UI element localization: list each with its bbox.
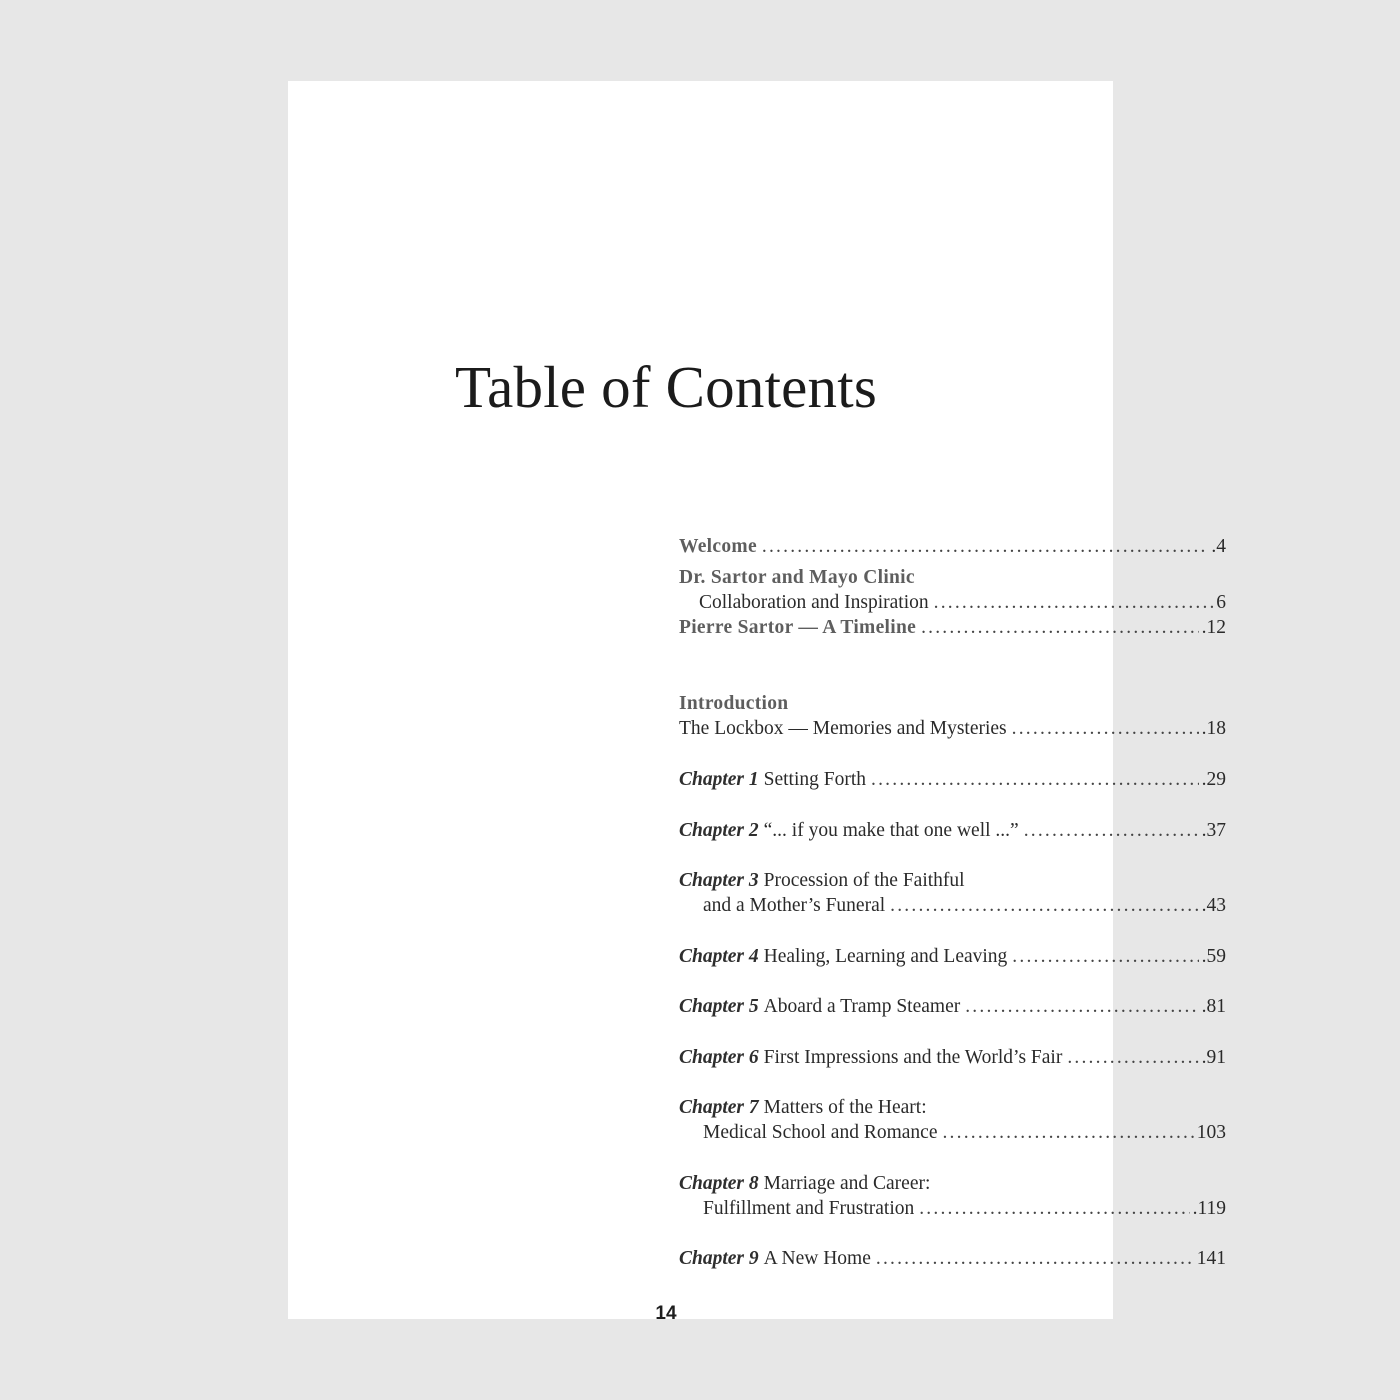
dot-leader (965, 996, 1198, 1018)
toc-entry-chapter-3 (679, 870, 1226, 896)
toc-entry-chapter-3-cont (703, 895, 1226, 921)
page-title: Table of Contents (454, 354, 878, 420)
toc-entry-page: .37 (1201, 820, 1226, 841)
toc-entry-chapter-8-cont (703, 1198, 1226, 1224)
toc-entry-page: .29 (1201, 769, 1226, 790)
dot-leader (1024, 820, 1199, 842)
chapter-title-continued: Medical School and Romance (703, 1122, 938, 1143)
section-heading: Introduction (679, 693, 789, 714)
dot-leader (876, 1248, 1194, 1270)
toc-entry-chapter-2 (679, 820, 1226, 846)
toc-entry-page: .12 (1201, 617, 1226, 638)
dot-leader (1012, 946, 1198, 968)
chapter-title: “... if you make that one well ...” (763, 820, 1019, 841)
chapter-number: Chapter 1 (679, 769, 759, 790)
chapter-title-continued: and a Mother’s Funeral (703, 895, 886, 916)
dot-leader (942, 1122, 1193, 1144)
dot-leader (1067, 1047, 1198, 1069)
chapter-title: Matters of the Heart: (763, 1097, 927, 1118)
toc-entry-page: 6 (1216, 592, 1226, 613)
toc-entry-chapter-8 (679, 1173, 1226, 1199)
chapter-title: Setting Forth (763, 769, 867, 790)
toc-entry-chapter-4 (679, 946, 1226, 972)
toc-entry-chapter-6 (679, 1047, 1226, 1073)
toc-entry-lockbox (679, 718, 1226, 744)
toc-entry-chapter-5 (679, 996, 1226, 1022)
toc-entry-chapter-9 (679, 1248, 1226, 1274)
chapter-number: Chapter 2 (679, 820, 759, 841)
chapter-number: Chapter 5 (679, 996, 759, 1017)
chapter-number: Chapter 7 (679, 1097, 759, 1118)
toc-heading-introduction (679, 693, 1226, 719)
toc-entry-page: .18 (1201, 718, 1226, 739)
chapter-title: A New Home (763, 1248, 871, 1269)
chapter-number: Chapter 9 (679, 1248, 759, 1269)
toc-entry-timeline (679, 617, 1226, 643)
toc-entry-chapter-1 (679, 769, 1226, 795)
chapter-number: Chapter 8 (679, 1173, 759, 1194)
toc-entry-page: .59 (1201, 946, 1226, 967)
chapter-title: Aboard a Tramp Steamer (763, 996, 961, 1017)
dot-leader (921, 617, 1199, 639)
toc-entry-chapter-7-cont (703, 1122, 1226, 1148)
toc-entry-label: Dr. Sartor and Mayo Clinic (679, 567, 915, 588)
toc-entry-page: 141 (1196, 1248, 1226, 1269)
chapter-title: Procession of the Faithful (763, 870, 965, 891)
toc-entry-label: Collaboration and Inspiration (699, 592, 929, 613)
dot-leader (1012, 718, 1199, 740)
dot-leader (890, 895, 1198, 917)
toc-entry-label: Welcome (679, 536, 757, 557)
toc-entry-page: .119 (1192, 1198, 1226, 1219)
toc-entry-label: Pierre Sartor — A Timeline (679, 617, 917, 638)
toc-entry-page: .91 (1201, 1047, 1226, 1068)
page-number: 14 (655, 1303, 677, 1324)
toc-entry-welcome (679, 536, 1226, 562)
book-page (288, 81, 1226, 1324)
chapter-title: First Impressions and the World’s Fair (763, 1047, 1063, 1068)
toc-entry-page: .43 (1201, 895, 1226, 916)
toc-entry-page: 103 (1196, 1122, 1226, 1143)
toc-entry-chapter-7 (679, 1097, 1226, 1123)
chapter-number: Chapter 3 (679, 870, 759, 891)
chapter-title: Marriage and Career: (763, 1173, 931, 1194)
dot-leader (871, 769, 1199, 791)
dot-leader (934, 592, 1214, 614)
dot-leader (762, 536, 1208, 558)
chapter-number: Chapter 6 (679, 1047, 759, 1068)
chapter-number: Chapter 4 (679, 946, 759, 967)
toc-entry-collaboration (699, 592, 1226, 618)
chapter-title-continued: Fulfillment and Frustration (703, 1198, 915, 1219)
toc-entry-page: .4 (1211, 536, 1226, 557)
chapter-title: Healing, Learning and Leaving (763, 946, 1008, 967)
toc-entry-page: .81 (1201, 996, 1226, 1017)
toc-entry-mayo-clinic (679, 567, 1226, 593)
dot-leader (919, 1198, 1189, 1220)
toc-entry-label: The Lockbox — Memories and Mysteries (679, 718, 1007, 739)
